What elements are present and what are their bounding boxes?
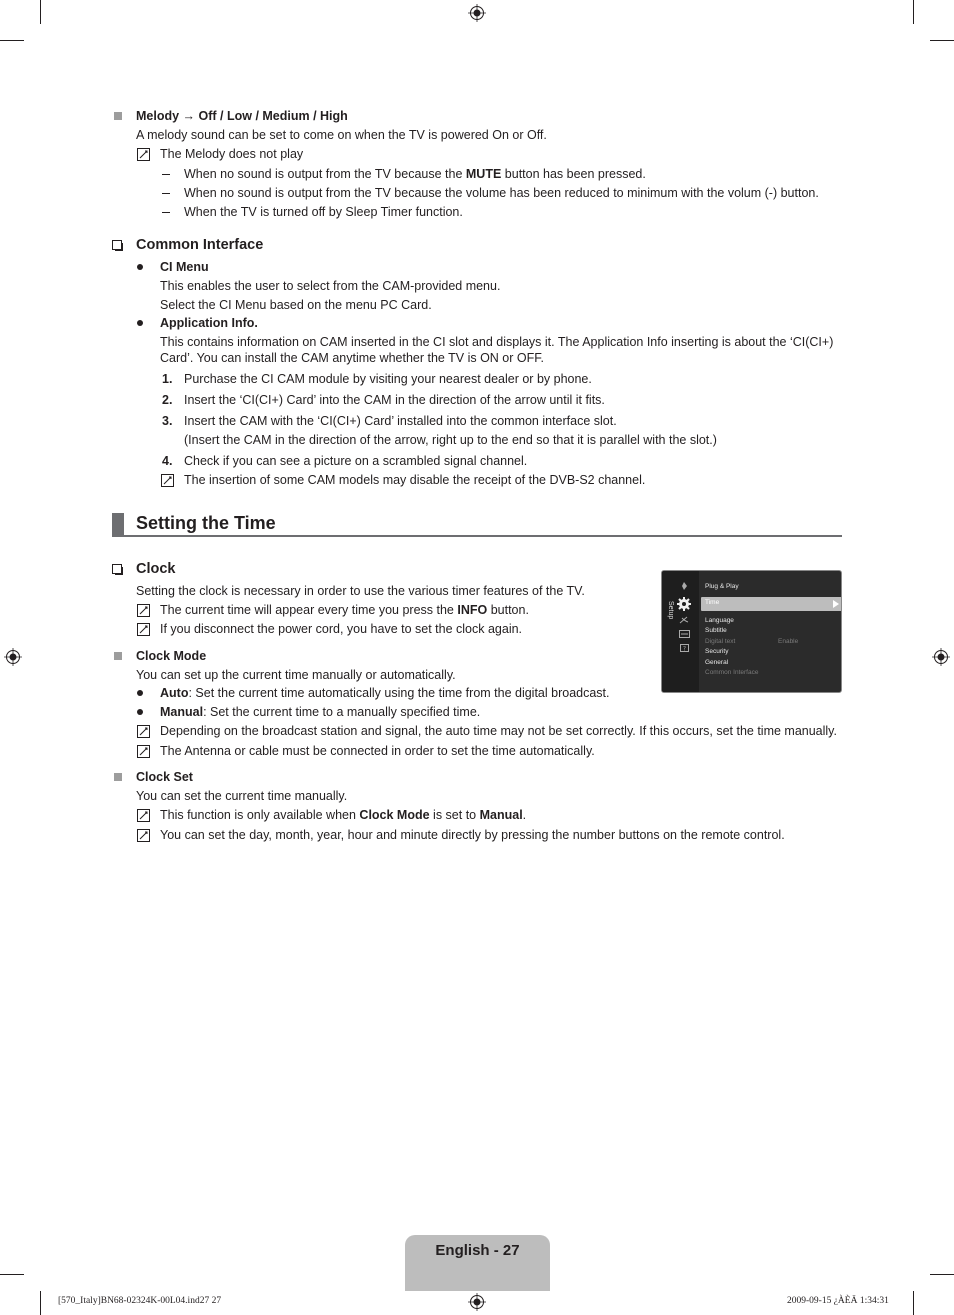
slug-left: [570_Italy]BN68-02324K-00L04.ind27 27	[58, 1296, 222, 1306]
note-icon	[137, 148, 150, 161]
tv-menu-time: Time	[705, 599, 720, 606]
ci-menu-line-1: This enables the user to select from the CAM-provided menu.	[160, 279, 501, 293]
registration-mark-icon	[468, 1293, 486, 1311]
support-icon	[679, 644, 690, 652]
crop-mark	[0, 40, 24, 41]
note-icon	[137, 745, 150, 758]
melody-title: Melody → Off / Low / Medium / High	[136, 109, 348, 123]
round-bullet-icon	[137, 264, 143, 270]
gear-icon	[677, 597, 691, 611]
section-title-bar	[112, 513, 124, 536]
square-bullet-icon	[114, 112, 122, 120]
note-icon	[137, 623, 150, 636]
clock-mode-title: Clock Mode	[136, 649, 207, 663]
clock-note-1: The current time will appear every time you press the INFO button.	[160, 603, 529, 617]
common-interface-heading: Common Interface	[136, 237, 264, 253]
slug-right: 2009-09-15 ¿ÀÈÄ 1:34:31	[787, 1296, 889, 1306]
crop-mark	[913, 1291, 914, 1315]
checkbox-bullet-icon	[112, 240, 122, 250]
tv-menu-digital-text-value: Enable	[778, 638, 799, 645]
melody-dash-3: When the TV is turned off by Sleep Timer function.	[184, 205, 463, 219]
tv-menu-common-interface: Common Interface	[705, 669, 759, 676]
step-number: 4.	[162, 454, 173, 468]
round-bullet-icon	[137, 320, 143, 326]
square-bullet-icon	[114, 652, 122, 660]
clock-mode-manual: Manual: Set the current time to a manually specified time.	[160, 705, 481, 719]
note-icon	[137, 725, 150, 738]
tv-setup-menu	[661, 570, 842, 693]
svg-text:?: ?	[682, 645, 687, 652]
crop-mark	[40, 0, 41, 24]
square-bullet-icon	[114, 773, 122, 781]
melody-description: A melody sound can be set to come on when the TV is powered On or Off.	[136, 128, 547, 142]
step-text: Purchase the CI CAM module by visiting your nearest dealer or by phone.	[184, 372, 592, 386]
crop-mark	[930, 1274, 954, 1275]
satellite-icon	[679, 616, 690, 624]
tv-menu-side-label: Setup	[667, 601, 674, 620]
clock-mode-auto: Auto: Set the current time automatically using the time from the digital broadcast.	[160, 686, 610, 700]
crop-mark	[913, 0, 914, 24]
crop-mark	[0, 1274, 24, 1275]
dash-bullet-icon	[162, 193, 170, 194]
tv-menu-subtitle: Subtitle	[705, 627, 727, 634]
page-number: English - 27	[435, 1242, 520, 1259]
round-bullet-icon	[137, 709, 143, 715]
clock-mode-note-1: Depending on the broadcast station and signal, the auto time may not be set correctly. If this occurs, set the time manually.	[160, 724, 837, 738]
melody-note: The Melody does not play	[160, 147, 304, 161]
tv-menu-selected-row	[701, 597, 842, 611]
tv-menu-digital-text: Digital text	[705, 638, 736, 645]
step-text: Insert the CAM with the ‘CI(CI+) Card’ installed into the common interface slot.	[184, 414, 617, 428]
input-icon	[679, 630, 690, 638]
tv-menu-security: Security	[705, 648, 729, 655]
round-bullet-icon	[137, 690, 143, 696]
ci-menu-title: CI Menu	[160, 260, 209, 274]
step-3-extra: (Insert the CAM in the direction of the arrow, right up to the end so that it is parallel with the slot.)	[184, 433, 717, 447]
picture-icon	[679, 582, 690, 590]
step-text: Check if you can see a picture on a scrambled signal channel.	[184, 454, 528, 468]
ci-note: The insertion of some CAM models may disable the receipt of the DVB-S2 channel.	[184, 473, 646, 487]
checkbox-bullet-icon	[112, 564, 122, 574]
tv-menu-language: Language	[705, 617, 734, 624]
dash-bullet-icon	[162, 212, 170, 213]
crop-mark	[40, 1291, 41, 1315]
step-number: 2.	[162, 393, 173, 407]
clock-description: Setting the clock is necessary in order to use the various timer features of the TV.	[136, 584, 585, 598]
clock-mode-note-2: The Antenna or cable must be connected in order to set the time automatically.	[160, 744, 595, 758]
melody-dash-1: When no sound is output from the TV because the MUTE button has been pressed.	[184, 167, 646, 181]
clock-note-2: If you disconnect the power cord, you have to set the clock again.	[160, 622, 523, 636]
note-icon	[161, 474, 174, 487]
registration-mark-icon	[932, 648, 950, 666]
step-number: 3.	[162, 414, 173, 428]
tv-menu-plug-play: Plug & Play	[705, 583, 739, 590]
registration-mark-icon	[468, 4, 486, 22]
clock-set-note-2: You can set the day, month, year, hour and minute directly by pressing the number buttons on the remote control.	[160, 828, 785, 842]
section-rule	[112, 535, 842, 537]
note-icon	[137, 829, 150, 842]
melody-dash-2: When no sound is output from the TV because the volume has been reduced to minimum with the volum (-) button.	[184, 186, 819, 200]
app-info-title: Application Info.	[160, 316, 258, 330]
arrow-right-icon	[833, 600, 839, 608]
registration-mark-icon	[4, 648, 22, 666]
step-number: 1.	[162, 372, 173, 386]
clock-heading: Clock	[136, 561, 176, 577]
tv-menu-general: General	[705, 659, 729, 666]
clock-mode-description: You can set up the current time manually or automatically.	[136, 668, 456, 682]
app-info-line-2: Card’. You can install the CAM anytime whether the TV is ON or OFF.	[160, 351, 544, 365]
ci-menu-line-2: Select the CI Menu based on the menu PC Card.	[160, 298, 432, 312]
clock-set-title: Clock Set	[136, 770, 193, 784]
note-icon	[137, 809, 150, 822]
step-text: Insert the ‘CI(CI+) Card’ into the CAM in the direction of the arrow until it fits.	[184, 393, 605, 407]
app-info-line-1: This contains information on CAM inserted in the CI slot and displays it. The Application Info inserting is about the ‘CI(CI+)	[160, 335, 834, 349]
section-title: Setting the Time	[136, 513, 276, 533]
note-icon	[137, 604, 150, 617]
clock-set-note-1: This function is only available when Clock Mode is set to Manual.	[160, 808, 527, 822]
clock-set-description: You can set the current time manually.	[136, 789, 348, 803]
crop-mark	[930, 40, 954, 41]
dash-bullet-icon	[162, 174, 170, 175]
